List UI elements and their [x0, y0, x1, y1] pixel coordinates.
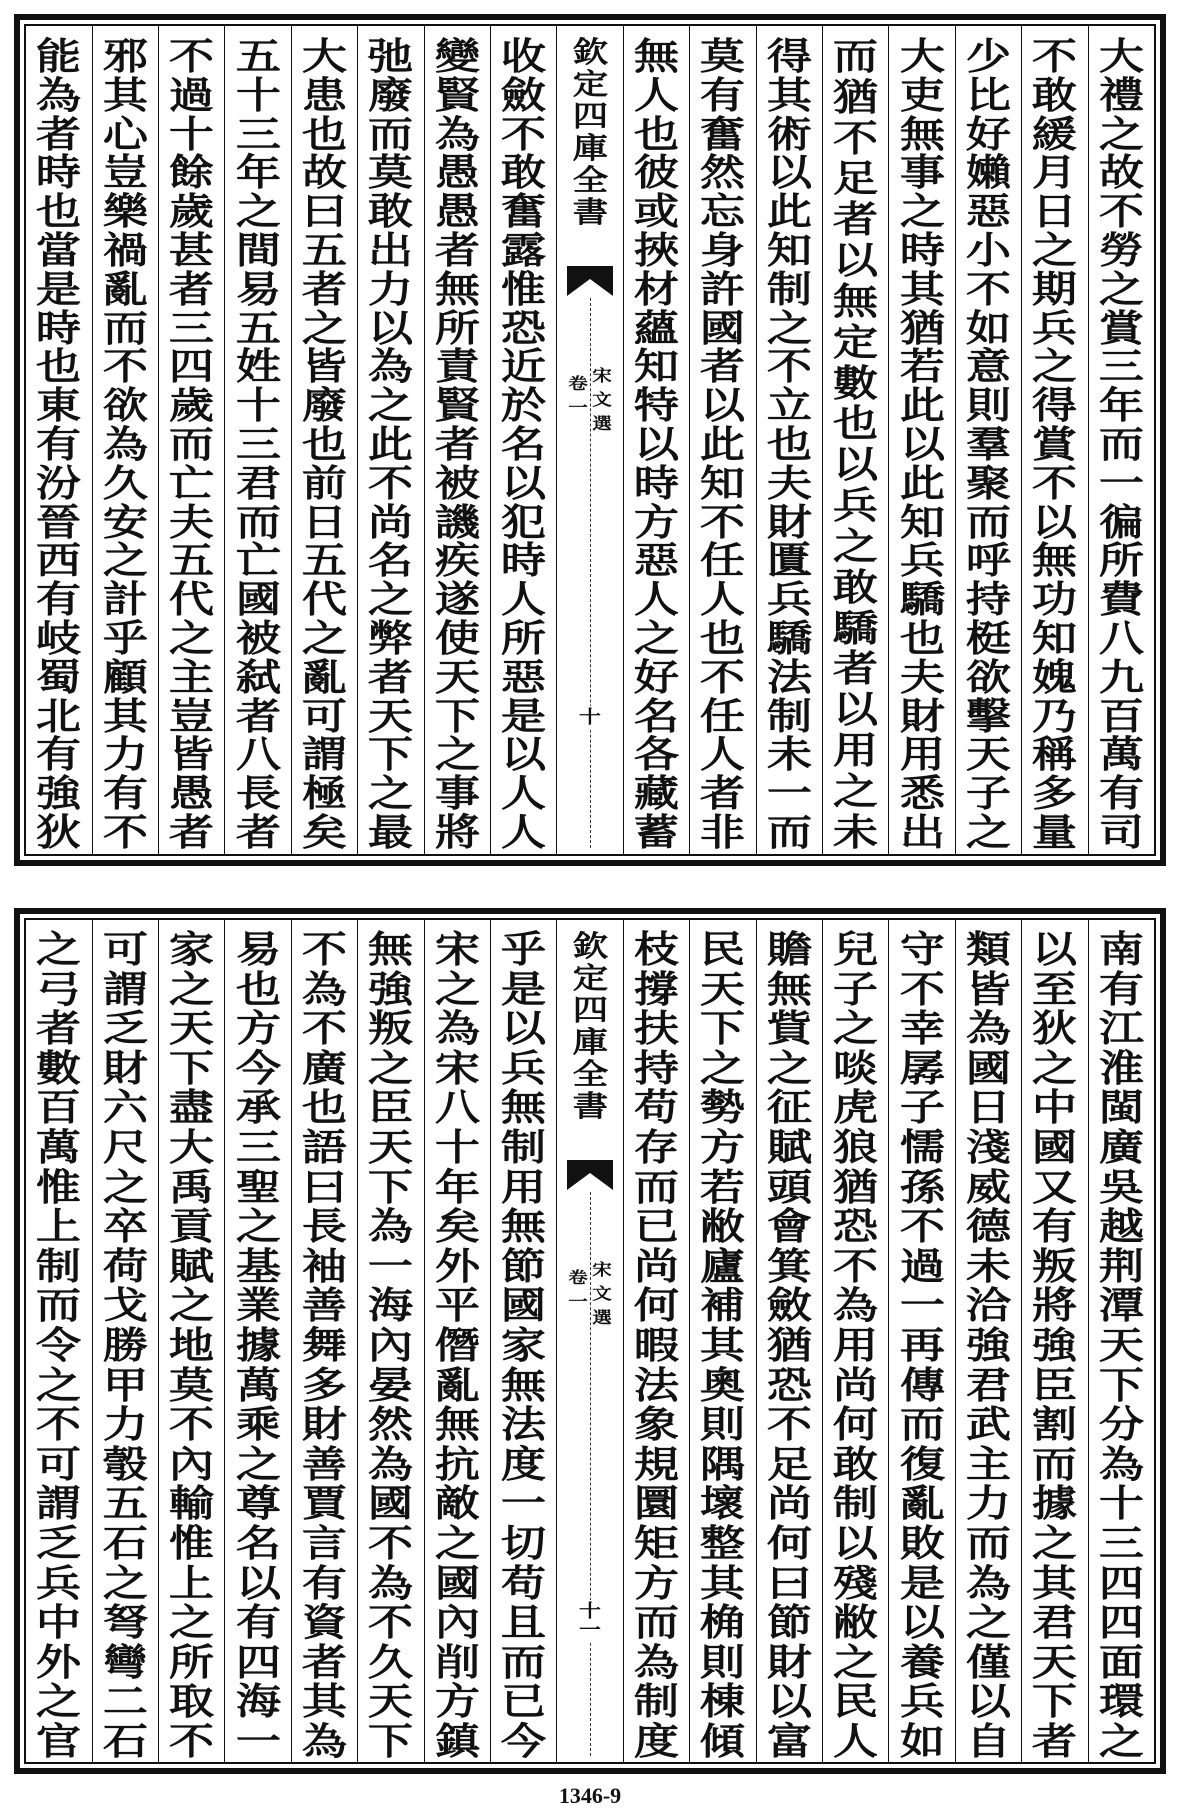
top-column-10	[424, 26, 490, 854]
top-column-2	[1021, 26, 1087, 854]
top-column-4	[888, 26, 954, 854]
top-column-5	[822, 26, 888, 854]
column-text: 收 斂 不 敢 奮 露 惟 恐 近 於 名 以 犯 時 人 所 惡 是 以 人 人	[501, 34, 547, 854]
fold-center-line	[590, 298, 591, 848]
bottom-page-panel	[14, 908, 1166, 1774]
page-reference: 1346-9	[558, 1783, 622, 1808]
volume-label: 卷 一	[568, 374, 588, 417]
top-column-9	[490, 26, 556, 854]
bottom-column-6	[756, 920, 822, 1762]
column-text: 家 之 天 下 盡 大 禹 貢 賦 之 地 莫 不 內 輸 惟 上 之 所 取 不	[169, 927, 215, 1763]
fishtail-mark	[567, 266, 613, 296]
column-text: 枝 撐 扶 持 苟 存 而 已 尚 何 暇 法 象 規 圜 矩 方 而 為 制 度	[633, 927, 680, 1763]
column-text: 民 天 下 之 勢 方 若 敝 廬 補 其 奧 則 隅 壞 整 其 桷 則 棟 傾	[700, 927, 746, 1763]
column-text: 莫 有 奮 然 忘 身 許 國 者 以 此 知 不 任 人 也 不 任 人 者 非	[700, 34, 746, 854]
page-number: 十 一	[579, 1601, 602, 1641]
top-column-7	[689, 26, 755, 854]
column-text: 之 弓 者 數 百 萬 惟 上 制 而 令 之 不 可 謂 乏 兵 中 外 之 官	[36, 927, 82, 1763]
book-title: 欽 定 四 庫 全 書	[572, 929, 608, 1123]
top-fold-column	[556, 26, 622, 854]
column-text: 易 也 方 今 承 三 聖 之 基 業 據 萬 乘 之 尊 名 以 有 四 海 一	[235, 927, 281, 1763]
bottom-column-7	[689, 920, 755, 1762]
column-text: 變 賢 為 愚 愚 者 無 所 責 賢 者 被 譏 疾 遂 使 天 下 之 事 將	[434, 34, 480, 854]
bottom-column-2	[1021, 920, 1087, 1762]
bottom-column-11	[357, 920, 423, 1762]
column-text: 能 為 者 時 也 當 是 時 也 東 有 汾 晉 西 有 岐 蜀 北 有 強 狄	[36, 34, 82, 854]
column-text: 類 皆 為 國 日 淺 威 德 未 洽 強 君 武 主 力 而 為 之 僅 以 自	[965, 927, 1012, 1763]
book-title: 欽 定 四 庫 全 書	[572, 35, 608, 229]
top-column-6	[756, 26, 822, 854]
column-text: 不 過 十 餘 歲 甚 者 三 四 歲 而 亡 夫 五 代 之 主 豈 皆 愚 者	[169, 34, 215, 854]
column-text: 得 其 術 以 此 知 制 之 不 立 也 夫 財 匱 兵 驕 法 制 未 一 而	[766, 34, 812, 854]
bottom-column-16	[26, 920, 91, 1762]
column-text: 兒 子 之 啖 虎 狼 猶 恐 不 為 用 尚 何 敢 制 以 殘 敝 之 民 人	[833, 927, 879, 1763]
bottom-column-13	[224, 920, 290, 1762]
column-text: 而 猶 不 足 者 以 無 定 數 也 以 兵 之 敢 驕 者 以 用 之 未	[833, 34, 879, 854]
top-column-15	[92, 26, 158, 854]
volume-label: 卷 一	[568, 1268, 588, 1311]
bottom-column-1	[1088, 920, 1154, 1762]
column-text: 贍 無 貲 之 征 賦 頭 會 箕 斂 猶 恐 不 足 尚 何 曰 節 財 以 富	[766, 927, 812, 1763]
column-text: 不 為 不 廣 也 語 曰 長 袖 善 舞 多 財 善 賈 言 有 資 者 其 為	[301, 927, 347, 1763]
top-column-14	[158, 26, 224, 854]
bottom-column-8	[623, 920, 689, 1762]
bottom-column-12	[291, 920, 357, 1762]
top-column-8	[623, 26, 689, 854]
column-text: 守 不 幸 孱 子 懦 孫 不 過 一 再 傳 而 復 亂 敗 是 以 養 兵 如	[899, 927, 945, 1763]
bottom-column-5	[822, 920, 888, 1762]
bottom-fold-column	[556, 920, 622, 1762]
column-text: 無 人 也 彼 或 挾 材 蘊 知 特 以 時 方 惡 人 之 好 名 各 藏 蓄	[633, 34, 680, 854]
page-number: 十	[579, 707, 602, 728]
column-text: 可 謂 乏 財 六 尺 之 卒 荷 戈 勝 甲 力 彀 五 石 之 弩 彎 二 石	[102, 927, 148, 1763]
column-text: 少 比 好 嬾 惡 小 不 如 意 則 羣 聚 而 呼 持 梃 欲 擊 天 子 之	[965, 34, 1012, 854]
column-text: 大 患 也 故 曰 五 者 之 皆 廢 也 前 日 五 代 之 亂 可 謂 極 矣	[301, 34, 347, 854]
column-text: 無 強 叛 之 臣 天 下 為 一 海 內 晏 然 為 國 不 為 不 久 天 下	[368, 927, 414, 1763]
section-title: 宋 文 選	[592, 366, 612, 433]
bottom-column-4	[888, 920, 954, 1762]
bottom-column-3	[955, 920, 1021, 1762]
top-column-12	[291, 26, 357, 854]
fold-center-line	[590, 1192, 591, 1756]
column-text: 乎 是 以 兵 無 制 用 無 節 國 家 無 法 度 一 切 苟 且 而 已 今	[501, 927, 547, 1763]
top-page-frame	[24, 24, 1156, 856]
top-page-panel	[14, 14, 1166, 866]
bottom-page-frame	[24, 918, 1156, 1764]
column-text: 大 吏 無 事 之 時 其 猶 若 此 以 此 知 兵 驕 也 夫 財 用 悉 出	[899, 34, 945, 854]
column-text: 宋 之 為 宋 八 十 年 矣 外 平 僭 亂 無 抗 敵 之 國 內 削 方 鎮	[434, 927, 480, 1763]
top-column-13	[224, 26, 290, 854]
column-text: 以 至 狄 之 中 國 又 有 叛 將 強 臣 割 而 據 之 其 君 天 下 者	[1032, 927, 1078, 1763]
top-column-1	[1088, 26, 1154, 854]
column-text: 不 敢 緩 月 日 之 期 兵 之 得 賞 不 以 無 功 知 媿 乃 稱 多 量	[1032, 34, 1078, 854]
bottom-column-14	[158, 920, 224, 1762]
column-text: 五 十 三 年 之 間 易 五 姓 十 三 君 而 亡 國 被 弑 者 八 長 者	[235, 34, 281, 854]
bottom-column-9	[490, 920, 556, 1762]
bottom-column-10	[424, 920, 490, 1762]
top-column-16	[26, 26, 91, 854]
bottom-column-15	[92, 920, 158, 1762]
column-text: 大 禮 之 故 不 勞 之 賞 三 年 而 一 徧 所 費 八 九 百 萬 有 司	[1098, 34, 1144, 854]
column-text: 南 有 江 淮 閩 廣 吳 越 荆 潭 天 下 分 為 十 三 四 四 面 環 之	[1098, 927, 1144, 1763]
top-column-3	[955, 26, 1021, 854]
section-title: 宋 文 選	[592, 1260, 612, 1327]
column-text: 弛 廢 而 莫 敢 出 力 以 為 之 此 不 尚 名 之 弊 者 天 下 之 最	[368, 34, 414, 854]
top-column-11	[357, 26, 423, 854]
fishtail-mark	[567, 1160, 613, 1190]
column-text: 邪 其 心 豈 樂 禍 亂 而 不 欲 為 久 安 之 計 乎 顧 其 力 有 不	[102, 34, 148, 854]
